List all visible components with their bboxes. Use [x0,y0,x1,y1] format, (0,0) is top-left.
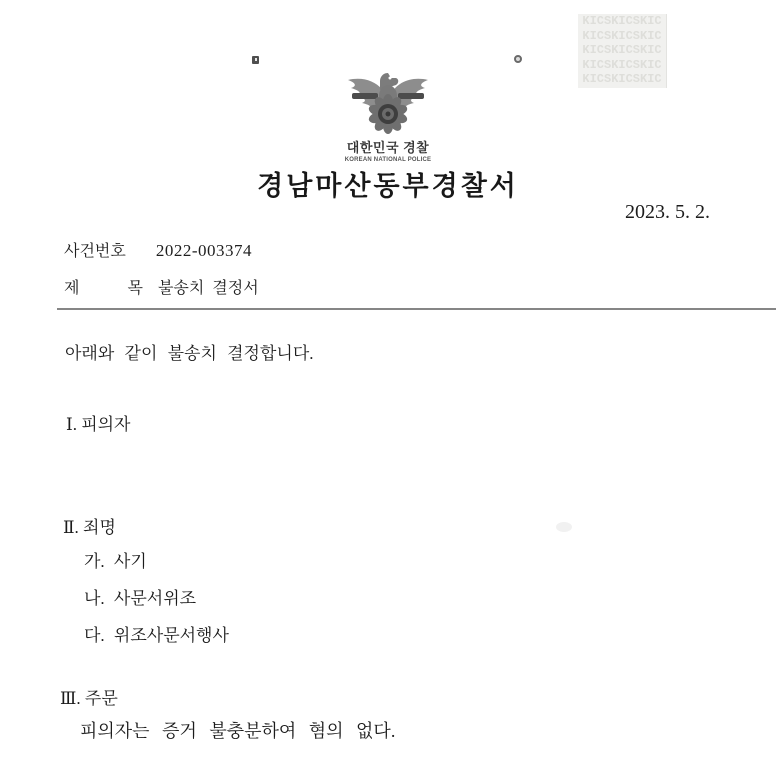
scan-punch-mark-right [514,55,522,63]
subject-label-a: 제 [64,280,80,297]
document-date: 2023. 5. 2. [625,201,710,223]
section-1-heading-suspect: Ⅰ. 피의자 [66,415,131,434]
kics-watermark-row: KICSKICSKIC [582,57,662,72]
station-title: 경남마산동부경찰서 [257,171,519,201]
case-number-value: 2022-003374 [155,241,252,260]
charge-item-forgery: 나. 사문서위조 [84,589,197,608]
subject-label-b: 목 [127,280,143,297]
charge-item-use-of-forged-document: 다. 위조사문서행사 [84,626,229,645]
order-text: 피의자는 증거 불충분하여 혐의 없다. [80,721,396,741]
section-2-heading-charges: Ⅱ. 죄명 [63,518,116,537]
emblem-org-english: KOREAN NATIONAL POLICE [344,157,432,163]
emblem-org-korean: 대한민국 경찰 [346,140,430,155]
kics-watermark-row: KICSKICSKIC [582,43,662,58]
kics-watermark-row: KICSKICSKIC [582,72,662,87]
intro-sentence: 아래와 같이 불송치 결정합니다. [65,344,314,363]
kics-watermark-row: KICSKICSKIC [582,14,662,28]
kics-watermark-row: KICSKICSKIC [582,28,662,43]
case-number-line [64,238,252,261]
police-eagle-emblem-icon [344,72,432,136]
header-divider [57,308,776,310]
scan-punch-mark-left [252,56,259,64]
charge-item-fraud: 가. 사기 [84,552,147,571]
police-emblem [0,72,776,163]
subject-line [64,275,259,298]
scan-smudge [556,522,572,532]
section-3-heading-order: Ⅲ. 주문 [60,689,118,708]
case-number-label: 사건번호 [64,243,126,260]
subject-value: 불송치 결정서 [157,280,259,297]
